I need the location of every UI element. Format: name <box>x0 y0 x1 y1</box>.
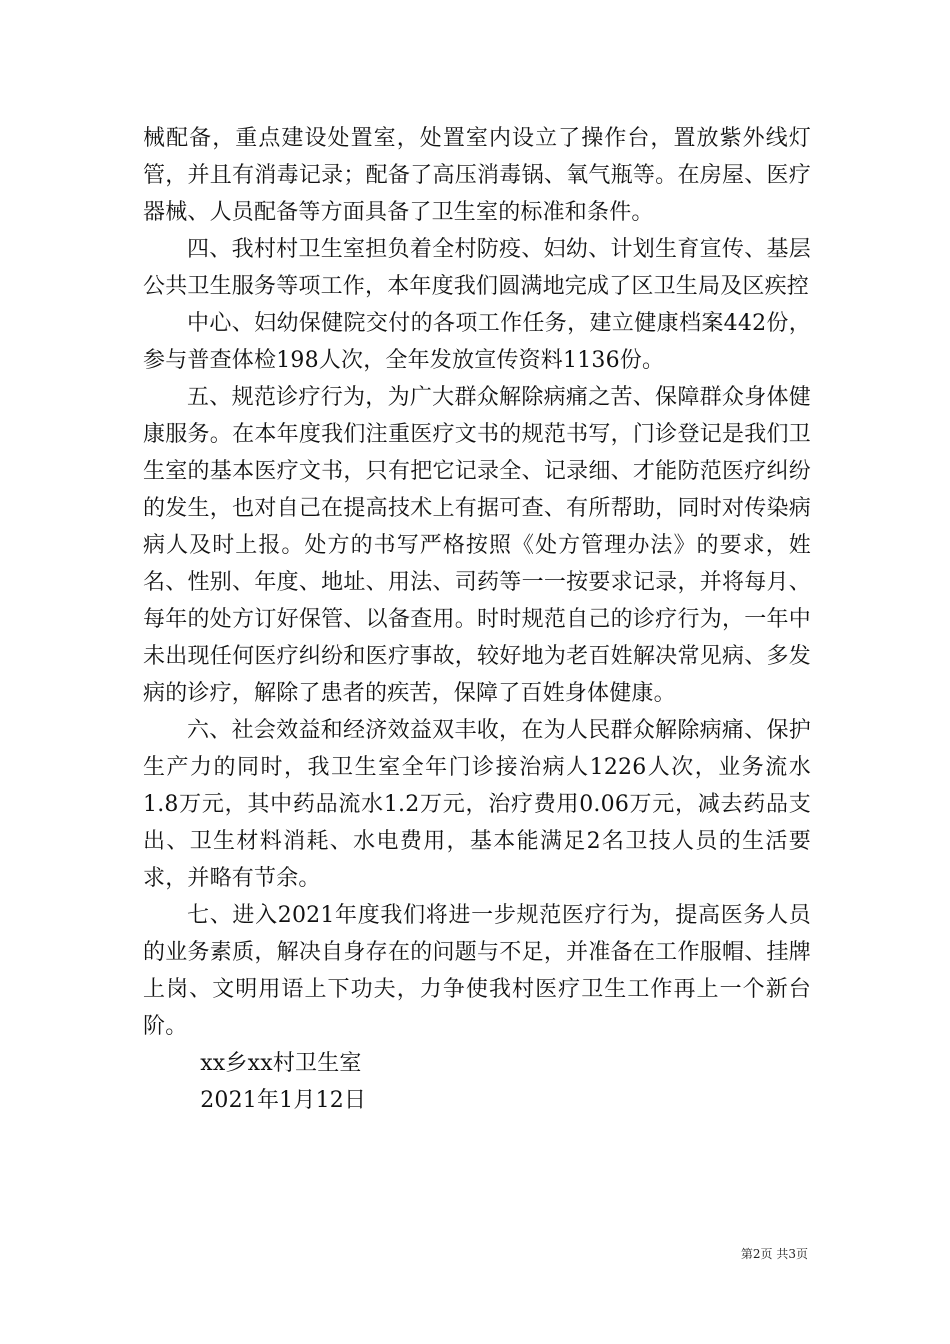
page-number: 第2页 共3页 <box>740 1247 808 1261</box>
paragraph-section-7: 七、进入2021年度我们将进一步规范医疗行为，提高医务人员的业务素质，解决自身存在的问题与不足，并准备在工作服帽、挂牌上岗、文明用语上下功夫，力争使我村医疗卫生工作再上一个新台阶。 <box>143 903 811 1039</box>
paragraph-equipment: 械配备，重点建设处置室，处置室内设立了操作台，置放紫外线灯管，并且有消毒记录；配备了高压消毒锅、氧气瓶等。在房屋、医疗器械、人员配备等方面具备了卫生室的标准和条件。 <box>143 126 811 225</box>
paragraph-section-5: 五、规范诊疗行为，为广大群众解除病痛之苦、保障群众身体健康服务。在本年度我们注重医疗文书的规范书写，门诊登记是我们卫生室的基本医疗文书，只有把它记录全、记录细、才能防范医疗纠纷的发生，也对自己在提高技术上有据可查、有所帮助，同时对传染病病人及时上报。处方的书写严格按照《处方管理办法》的要求，姓名、性别、年度、地址、用法、司药等一一按要求记录，并将每月、每年的处方订好保管、以备查用。时时规范自己的诊疗行为，一年中未出现任何医疗纠纷和医疗事故，较好地为老百姓解决常见病、多发病的诊疗，解除了患者的疾苦，保障了百姓身体健康。 <box>143 385 811 706</box>
paragraph-section-4: 四、我村村卫生室担负着全村防疫、妇幼、计划生育宣传、基层公共卫生服务等项工作，本年度我们圆满地完成了区卫生局及区疾控 <box>143 237 811 299</box>
paragraph-section-6: 六、社会效益和经济效益双丰收，在为人民群众解除病痛、保护生产力的同时，我卫生室全年门诊接治病人1226人次，业务流水1.8万元，其中药品流水1.2万元，治疗费用0.06万元，减去药品支出、卫生材料消耗、水电费用，基本能满足2名卫技人员的生活要求，并略有节余。 <box>143 718 811 891</box>
paragraph-section-4-continued: 中心、妇幼保健院交付的各项工作任务，建立健康档案442份，参与普查体检198人次，全年发放宣传资料1136份。 <box>143 311 811 373</box>
document-body <box>143 120 811 1119</box>
signature-organization: xx乡xx村卫生室 <box>200 1051 362 1076</box>
signature-date: 2021年1月12日 <box>200 1088 367 1113</box>
